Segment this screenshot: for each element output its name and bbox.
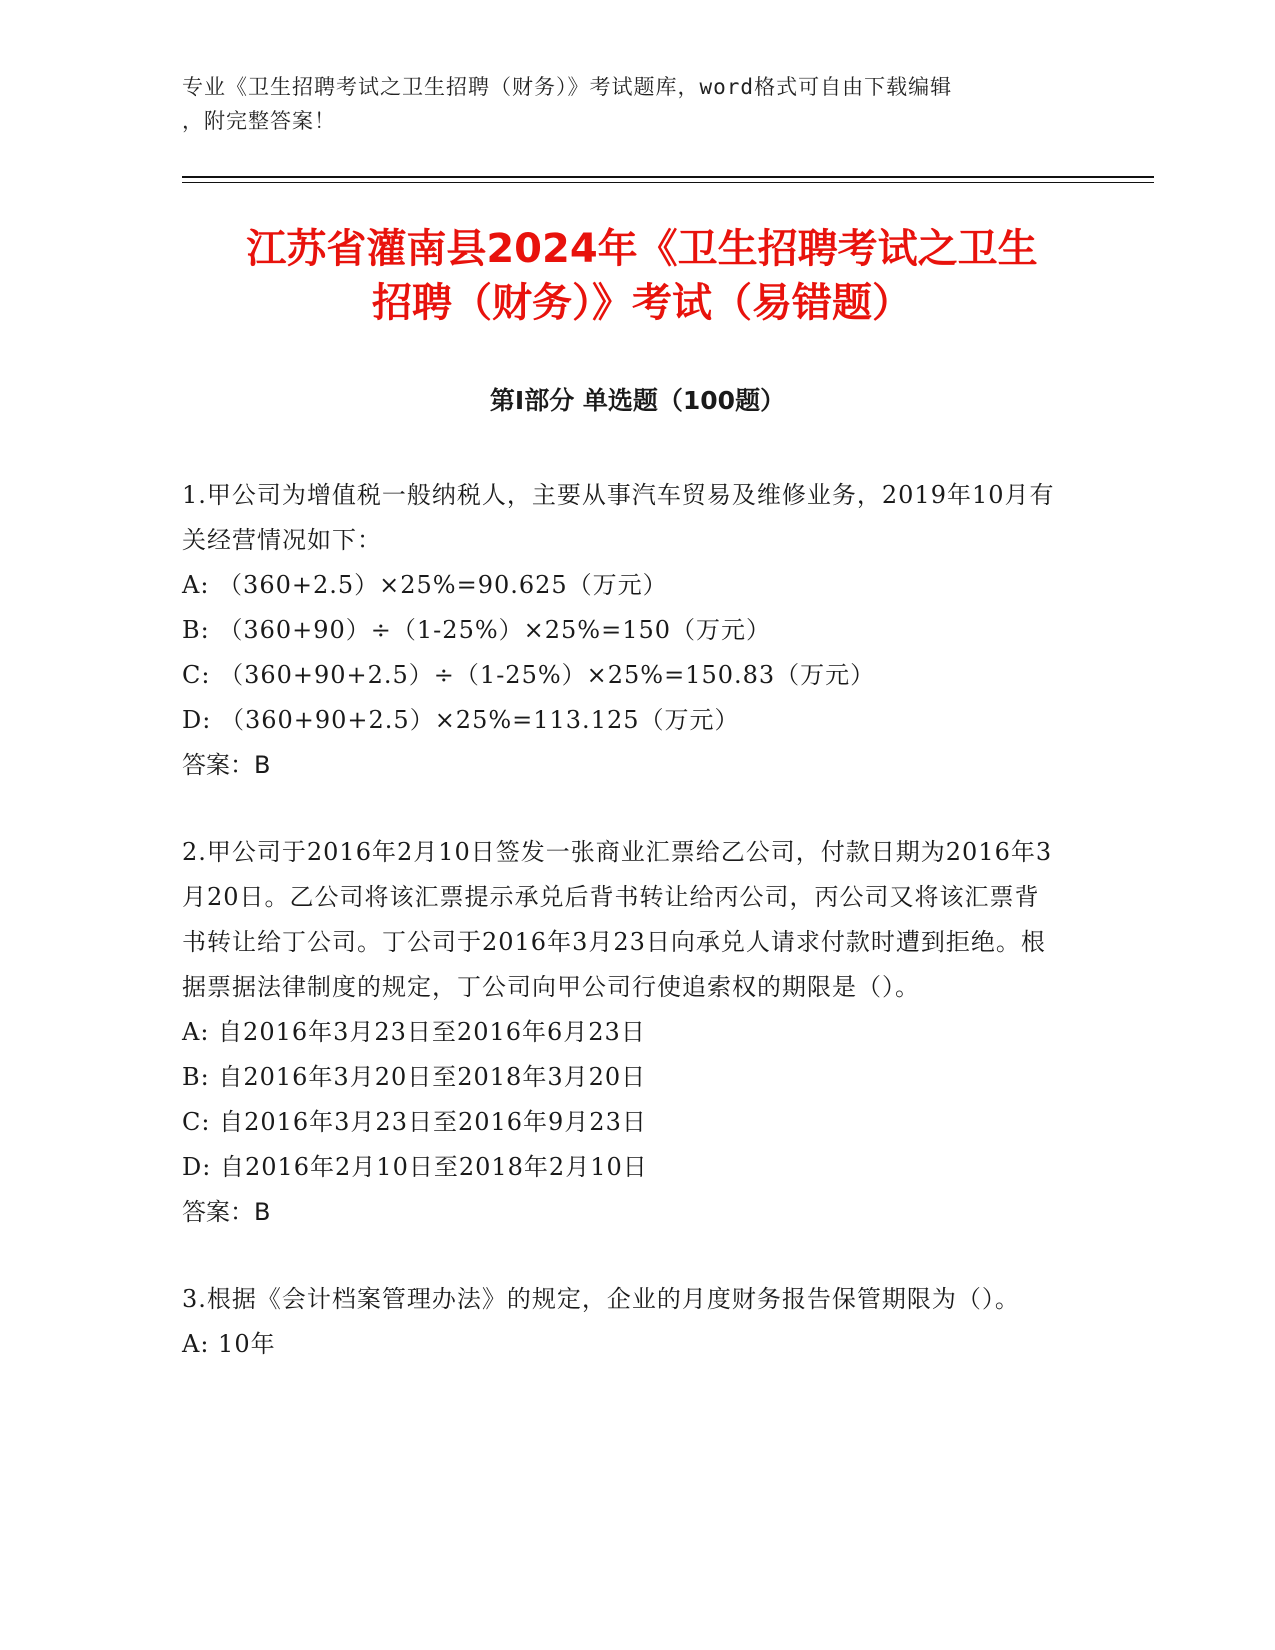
question-1 <box>182 473 1062 788</box>
page-header <box>182 70 1042 138</box>
document-title-line-2: 招聘（财务）》考试（易错题） <box>372 280 912 326</box>
question-stem: 2.甲公司于2016年2月10日签发一张商业汇票给乙公司，付款日期为2016年3月20日。乙公司将该汇票提示承兑后背书转让给丙公司，丙公司又将该汇票背书转让给丁公司。丁公司于2016年3月23日向承兑人请求付款时遭到拒绝。根据票据法律制度的规定，丁公司向甲公司行使追索权的期限是（）。 <box>182 838 1053 1001</box>
option-b: B: （360+90）÷（1-25%）×25%=150（万元） <box>182 616 772 644</box>
section-heading: 第I部分 单选题（100题） <box>489 386 786 415</box>
header-divider-thin <box>182 182 1154 183</box>
option-c: C: （360+90+2.5）÷（1-25%）×25%=150.83（万元） <box>182 661 876 689</box>
option-d: D: （360+90+2.5）×25%=113.125（万元） <box>182 706 740 734</box>
answer-label: 答案：B <box>182 751 271 779</box>
header-line-2: ，附完整答案！ <box>182 109 336 133</box>
question-3 <box>182 1277 1062 1367</box>
document-title-line-1: 江苏省灌南县2024年《卫生招聘考试之卫生 <box>246 226 1038 272</box>
option-c: C: 自2016年3月23日至2016年9月23日 <box>182 1108 647 1136</box>
option-d: D: 自2016年2月10日至2018年2月10日 <box>182 1153 648 1181</box>
option-a: A: （360+2.5）×25%=90.625（万元） <box>182 571 668 599</box>
header-divider-thick <box>182 176 1154 178</box>
document-title <box>182 222 1102 330</box>
answer-label: 答案：B <box>182 1198 271 1226</box>
question-stem: 3.根据《会计档案管理办法》的规定，企业的月度财务报告保管期限为（）。 <box>182 1285 1020 1313</box>
option-a: A: 10年 <box>182 1330 276 1358</box>
question-list <box>182 473 1062 1409</box>
question-stem: 1.甲公司为增值税一般纳税人，主要从事汽车贸易及维修业务，2019年10月有关经营情况如下： <box>182 481 1055 554</box>
option-b: B: 自2016年3月20日至2018年3月20日 <box>182 1063 647 1091</box>
question-2 <box>182 830 1062 1235</box>
header-line-1: 专业《卫生招聘考试之卫生招聘（财务）》考试题库，word格式可自由下载编辑 <box>182 75 953 99</box>
option-a: A: 自2016年3月23日至2016年6月23日 <box>182 1018 646 1046</box>
